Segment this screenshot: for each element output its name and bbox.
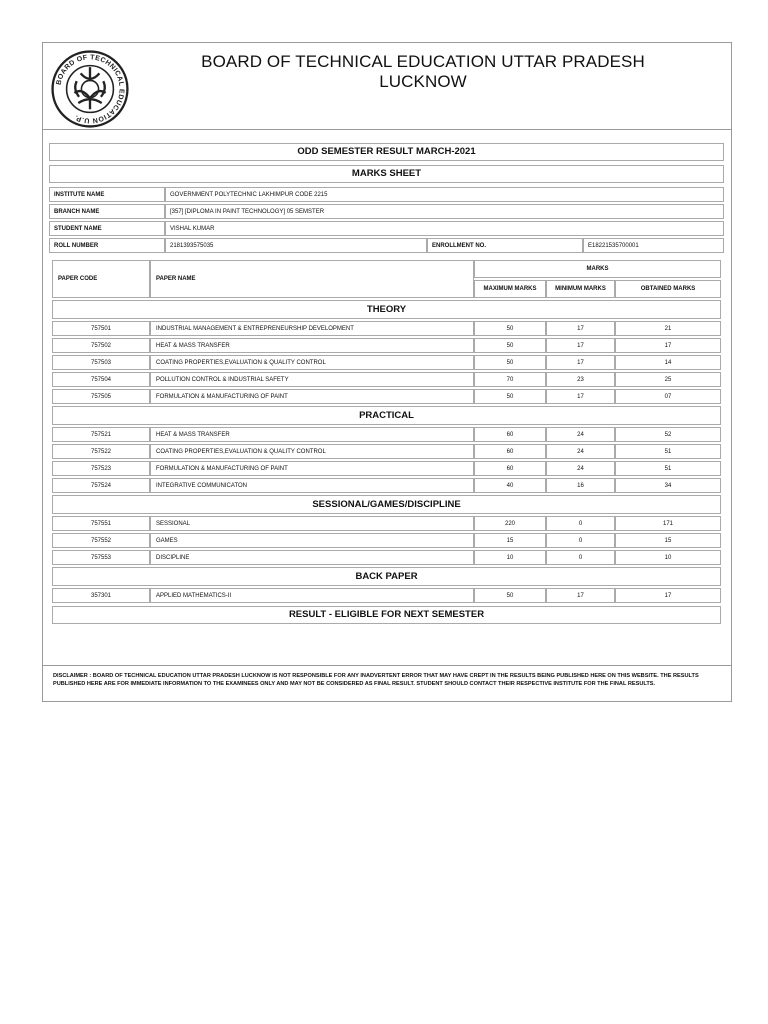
paper-name-cell: APPLIED MATHEMATICS-II [150, 588, 474, 603]
minimum-marks-cell: 23 [546, 372, 615, 387]
paper-name-cell: HEAT & MASS TRANSFER [150, 427, 474, 442]
maximum-marks-cell: 50 [474, 321, 546, 336]
enrollment-label: ENROLLMENT NO. [427, 238, 583, 253]
obtained-marks-cell: 34 [615, 478, 721, 493]
branch-row [49, 204, 724, 219]
student-name-value: VISHAL KUMAR [165, 221, 724, 236]
paper-code-cell: 757552 [52, 533, 150, 548]
obtained-marks-header: OBTAINED MARKS [615, 280, 721, 298]
disclaimer: DISCLAIMER : BOARD OF TECHNICAL EDUCATION UTTAR PRADESH LUCKNOW IS NOT RESPONSIBLE FOR ANY INADVERTENT ERROR THAT MAY HAVE CREPT IN THE RESULTS BEING PUBLISHED HERE ON THIS WEBSITE. THE RESULTS PUBLISHED HERE ARE FOR IMMEDIATE INFORMATION TO THE EXAMINEES ONLY AND MAY NOT BE CONSIDERED AS FINAL RESULT. STUDENT SHOULD CONTACT THEIR RESPECTIVE INSTITUTE FOR THE FINAL RESULTS. [43, 665, 731, 688]
maximum-marks-cell: 40 [474, 478, 546, 493]
minimum-marks-cell: 24 [546, 444, 615, 459]
roll-number-label: ROLL NUMBER [49, 238, 165, 253]
paper-code-cell: 757521 [52, 427, 150, 442]
minimum-marks-cell: 17 [546, 588, 615, 603]
section-header-row [52, 406, 721, 425]
table-row [52, 372, 721, 387]
obtained-marks-cell: 17 [615, 338, 721, 353]
marksheet-container [42, 42, 732, 702]
section-title: BACK PAPER [52, 567, 721, 586]
minimum-marks-cell: 24 [546, 427, 615, 442]
sheet-title: MARKS SHEET [49, 165, 724, 183]
minimum-marks-cell: 17 [546, 389, 615, 404]
paper-code-cell: 757504 [52, 372, 150, 387]
maximum-marks-cell: 70 [474, 372, 546, 387]
roll-row [49, 238, 724, 253]
obtained-marks-cell: 171 [615, 516, 721, 531]
paper-code-cell: 357301 [52, 588, 150, 603]
student-info-table [49, 185, 724, 255]
branch-label: BRANCH NAME [49, 204, 165, 219]
header [43, 43, 731, 130]
maximum-marks-cell: 50 [474, 355, 546, 370]
maximum-marks-cell: 60 [474, 427, 546, 442]
marks-table [52, 258, 721, 605]
obtained-marks-cell: 51 [615, 461, 721, 476]
institute-value: GOVERNMENT POLYTECHNIC LAKHIMPUR CODE 2215 [165, 187, 724, 202]
board-city: LUCKNOW [379, 72, 467, 91]
paper-name-cell: COATING PROPERTIES,EVALUATION & QUALITY CONTROL [150, 355, 474, 370]
obtained-marks-cell: 51 [615, 444, 721, 459]
section-header-row [52, 495, 721, 514]
branch-value: [357] [DIPLOMA IN PAINT TECHNOLOGY] 05 SEMSTER [165, 204, 724, 219]
paper-name-header: PAPER NAME [150, 260, 474, 298]
paper-code-cell: 757502 [52, 338, 150, 353]
paper-name-cell: FORMULATION & MANUFACTURING OF PAINT [150, 389, 474, 404]
board-name: BOARD OF TECHNICAL EDUCATION UTTAR PRADESH [201, 52, 645, 71]
marks-header-row [52, 260, 721, 278]
maximum-marks-cell: 50 [474, 338, 546, 353]
paper-name-cell: HEAT & MASS TRANSFER [150, 338, 474, 353]
svg-text:BOARD OF TECHNICAL EDUCATION U: BOARD OF TECHNICAL EDUCATION U.P. [55, 54, 125, 124]
paper-code-cell: 757505 [52, 389, 150, 404]
board-title [193, 52, 653, 92]
maximum-marks-cell: 10 [474, 550, 546, 565]
obtained-marks-cell: 10 [615, 550, 721, 565]
institute-row [49, 187, 724, 202]
maximum-marks-cell: 60 [474, 461, 546, 476]
student-row [49, 221, 724, 236]
maximum-marks-cell: 50 [474, 588, 546, 603]
maximum-marks-cell: 60 [474, 444, 546, 459]
paper-name-cell: DISCIPLINE [150, 550, 474, 565]
roll-number-value: 2181393575035 [165, 238, 427, 253]
table-row [52, 355, 721, 370]
table-row [52, 427, 721, 442]
minimum-marks-cell: 17 [546, 338, 615, 353]
table-row [52, 338, 721, 353]
paper-name-cell: COATING PROPERTIES,EVALUATION & QUALITY CONTROL [150, 444, 474, 459]
obtained-marks-cell: 17 [615, 588, 721, 603]
maximum-marks-header: MAXIMUM MARKS [474, 280, 546, 298]
maximum-marks-cell: 220 [474, 516, 546, 531]
paper-name-cell: POLLUTION CONTROL & INDUSTRIAL SAFETY [150, 372, 474, 387]
result-status: RESULT - ELIGIBLE FOR NEXT SEMESTER [52, 606, 721, 624]
section-header-row [52, 567, 721, 586]
table-row [52, 444, 721, 459]
table-row [52, 588, 721, 603]
minimum-marks-cell: 0 [546, 516, 615, 531]
paper-name-cell: SESSIONAL [150, 516, 474, 531]
paper-code-cell: 757551 [52, 516, 150, 531]
table-row [52, 389, 721, 404]
table-row [52, 321, 721, 336]
table-row [52, 478, 721, 493]
section-title: SESSIONAL/GAMES/DISCIPLINE [52, 495, 721, 514]
minimum-marks-cell: 16 [546, 478, 615, 493]
paper-code-cell: 757503 [52, 355, 150, 370]
obtained-marks-cell: 15 [615, 533, 721, 548]
marks-header: MARKS [474, 260, 721, 278]
paper-name-cell: FORMULATION & MANUFACTURING OF PAINT [150, 461, 474, 476]
obtained-marks-cell: 07 [615, 389, 721, 404]
paper-code-cell: 757523 [52, 461, 150, 476]
paper-code-cell: 757522 [52, 444, 150, 459]
obtained-marks-cell: 25 [615, 372, 721, 387]
table-row [52, 533, 721, 548]
enrollment-value: E18221535700001 [583, 238, 724, 253]
minimum-marks-cell: 24 [546, 461, 615, 476]
table-row [52, 516, 721, 531]
obtained-marks-cell: 14 [615, 355, 721, 370]
section-title: THEORY [52, 300, 721, 319]
maximum-marks-cell: 50 [474, 389, 546, 404]
institute-label: INSTITUTE NAME [49, 187, 165, 202]
paper-code-cell: 757553 [52, 550, 150, 565]
paper-code-cell: 757524 [52, 478, 150, 493]
maximum-marks-cell: 15 [474, 533, 546, 548]
minimum-marks-cell: 0 [546, 550, 615, 565]
result-title: ODD SEMESTER RESULT MARCH-2021 [49, 143, 724, 161]
table-row [52, 461, 721, 476]
minimum-marks-header: MINIMUM MARKS [546, 280, 615, 298]
minimum-marks-cell: 17 [546, 355, 615, 370]
obtained-marks-cell: 52 [615, 427, 721, 442]
obtained-marks-cell: 21 [615, 321, 721, 336]
section-header-row [52, 300, 721, 319]
paper-name-cell: INTEGRATIVE COMMUNICATON [150, 478, 474, 493]
marks-sheet [49, 143, 724, 624]
table-row [52, 550, 721, 565]
paper-name-cell: GAMES [150, 533, 474, 548]
minimum-marks-cell: 17 [546, 321, 615, 336]
paper-name-cell: INDUSTRIAL MANAGEMENT & ENTREPRENEURSHIP DEVELOPMENT [150, 321, 474, 336]
marks-table-wrap [52, 258, 721, 605]
minimum-marks-cell: 0 [546, 533, 615, 548]
board-seal-icon [51, 50, 129, 128]
paper-code-cell: 757501 [52, 321, 150, 336]
section-title: PRACTICAL [52, 406, 721, 425]
paper-code-header: PAPER CODE [52, 260, 150, 298]
student-name-label: STUDENT NAME [49, 221, 165, 236]
